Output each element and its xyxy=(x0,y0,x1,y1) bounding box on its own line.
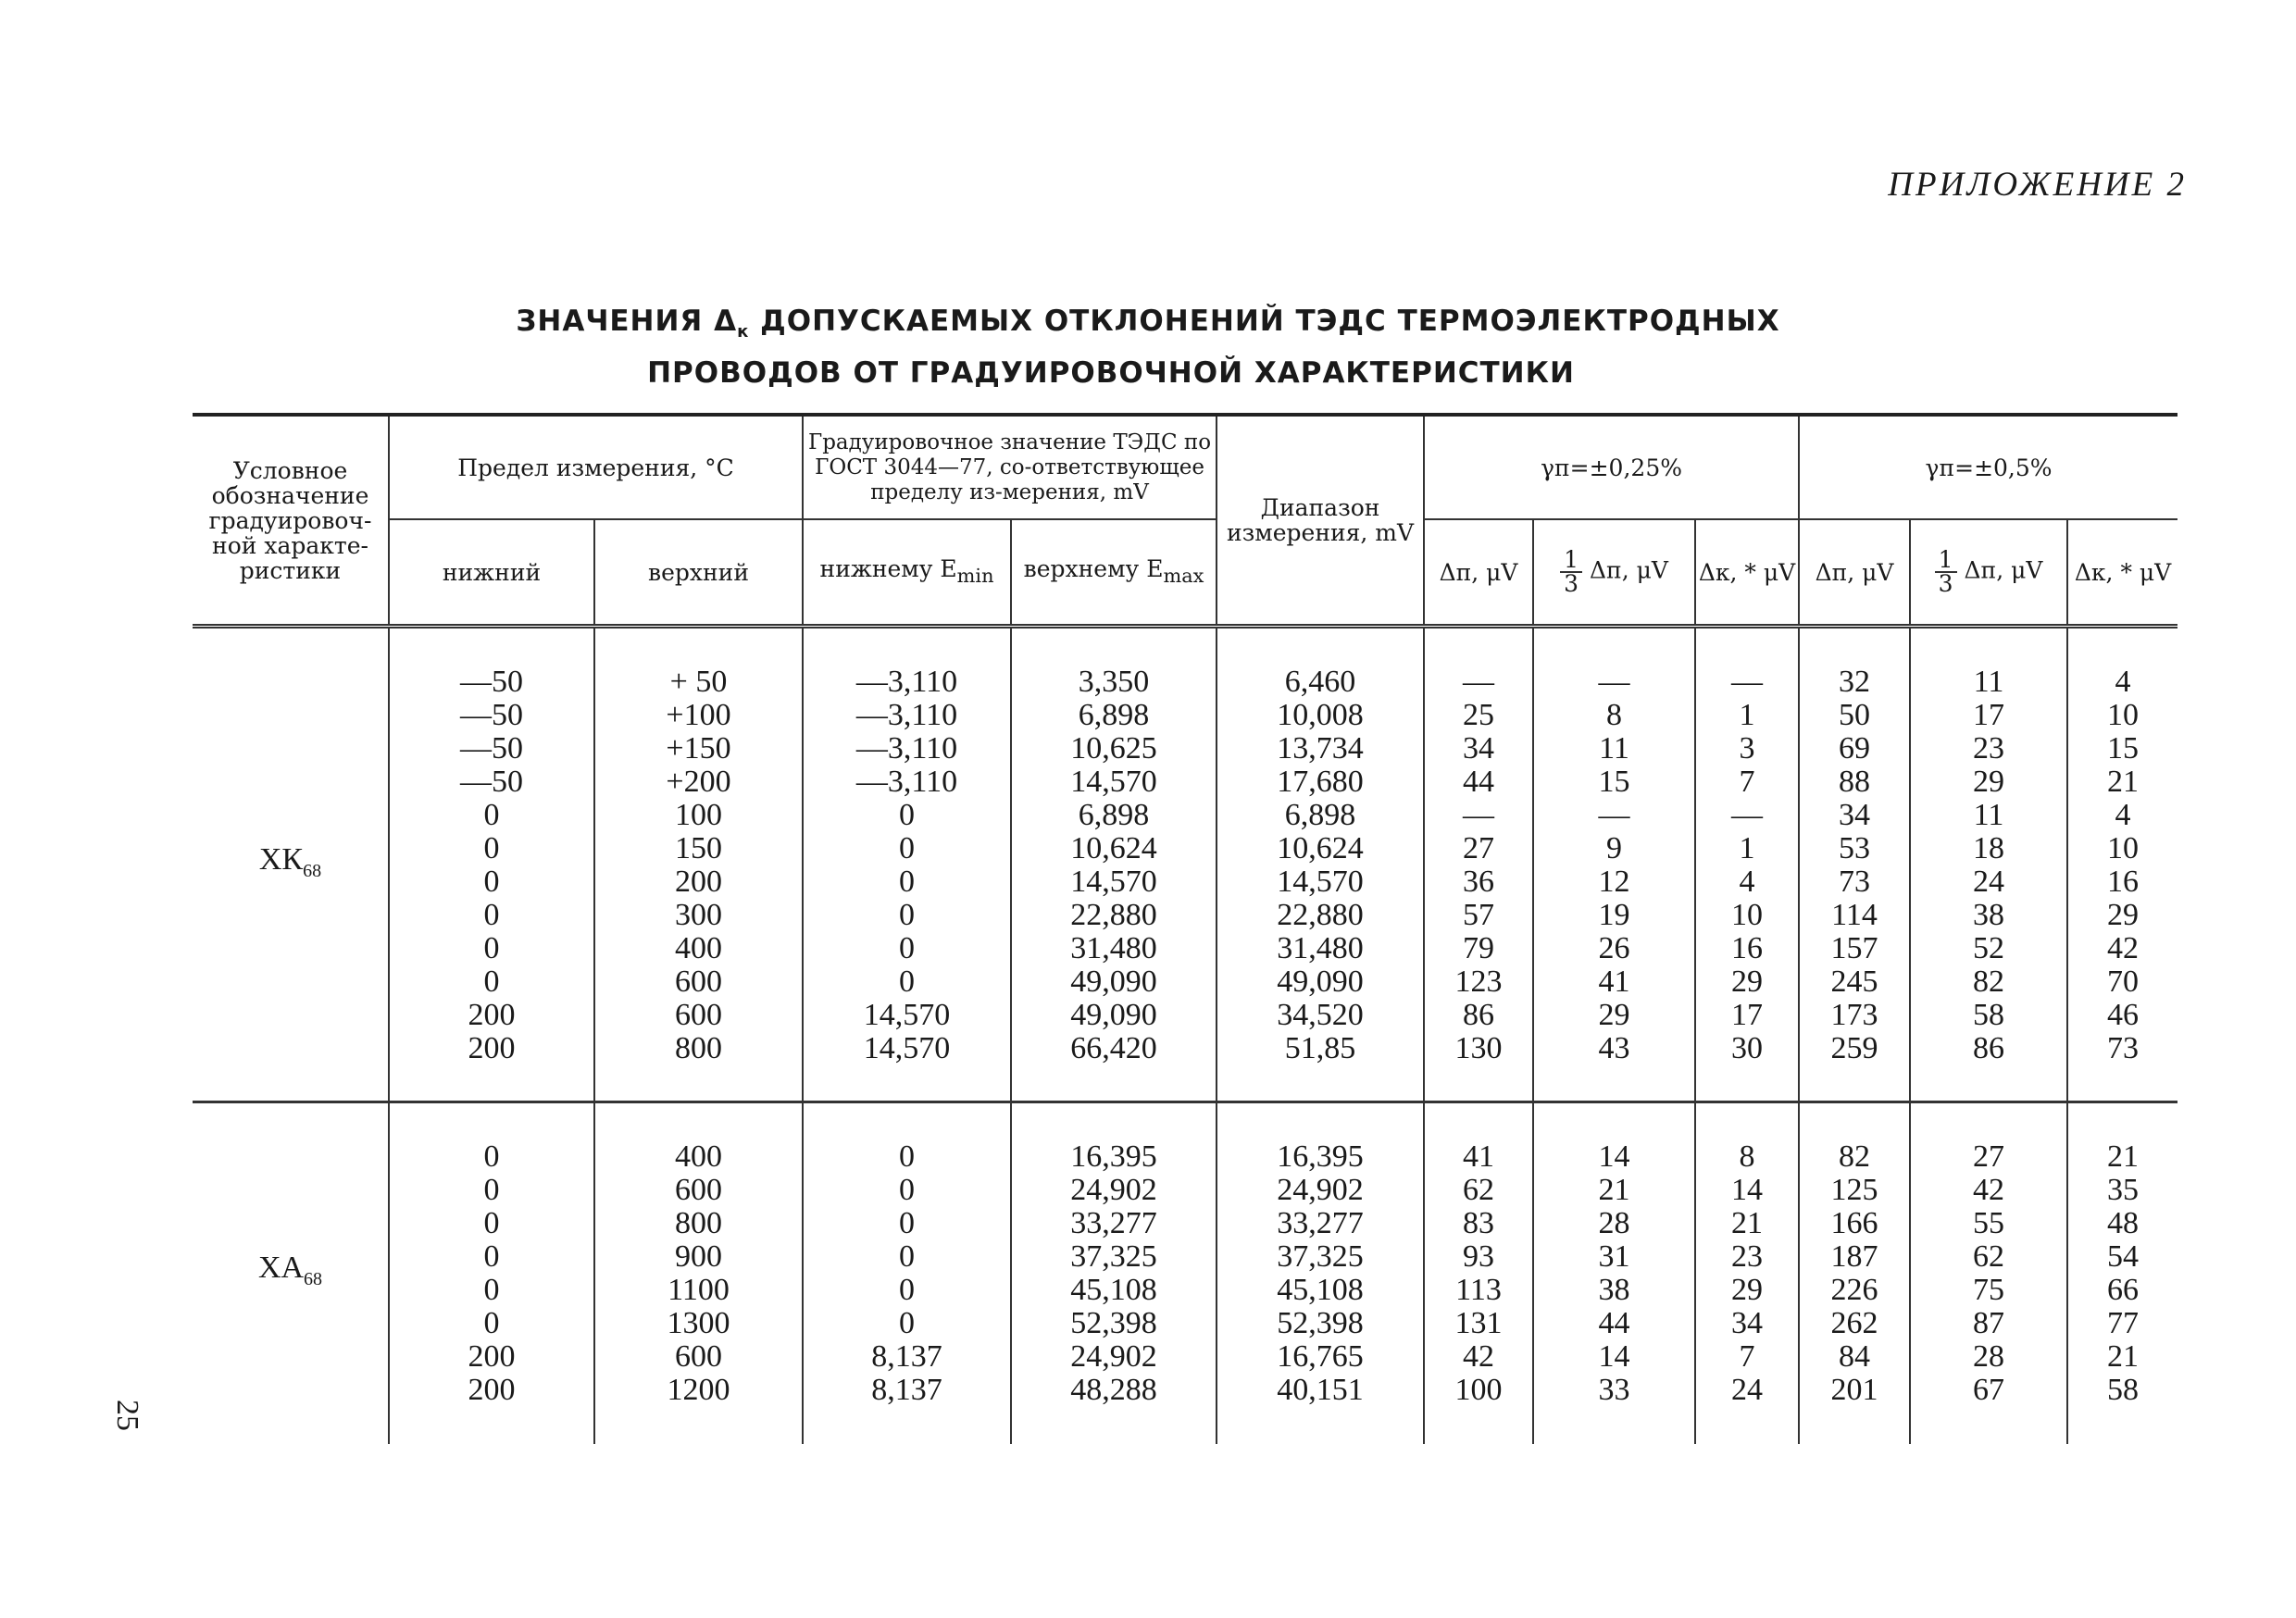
table-cell: 40,151 xyxy=(1277,1373,1364,1407)
table-cell: 79 xyxy=(1463,931,1495,965)
table-cell: 37,325 xyxy=(1277,1239,1364,1274)
table-cell: — xyxy=(1598,665,1630,699)
table-row-group-xk68 xyxy=(193,627,2177,1102)
table-cell: 29 xyxy=(1973,765,2005,799)
delta-p-2-column xyxy=(1799,627,1910,1102)
table-cell: 8 xyxy=(1739,1139,1755,1174)
table-cell: 201 xyxy=(1830,1373,1878,1407)
table-cell: 200 xyxy=(468,998,516,1032)
table-cell: 55 xyxy=(1973,1206,2005,1240)
table-cell: —50 xyxy=(460,698,523,732)
table-cell: 200 xyxy=(675,865,722,899)
table-cell: 8,137 xyxy=(871,1373,942,1407)
table-cell: 10,624 xyxy=(1277,831,1364,865)
table-cell: 6,460 xyxy=(1284,665,1356,699)
table-cell: 83 xyxy=(1463,1206,1495,1240)
table-cell: 100 xyxy=(1454,1373,1503,1407)
table-cell: 10,008 xyxy=(1277,698,1364,732)
header-delta-k-2: Δк, * μV xyxy=(2067,519,2177,627)
table-cell: 45,108 xyxy=(1070,1273,1157,1307)
header-delta-p-1: Δп, μV xyxy=(1424,519,1533,627)
table-cell: 33,277 xyxy=(1277,1206,1364,1240)
range-column xyxy=(1217,1102,1424,1445)
table-cell: 8,137 xyxy=(871,1339,942,1374)
table-row-group-xa68 xyxy=(193,1102,2177,1445)
table-cell: 200 xyxy=(468,1031,516,1065)
table-cell: 46 xyxy=(2107,998,2140,1032)
table-cell: 17 xyxy=(1973,698,2005,732)
header-gamma-05: γп=±0,5% xyxy=(1799,415,2177,519)
table-cell: 77 xyxy=(2107,1306,2140,1340)
table-cell: 86 xyxy=(1463,998,1495,1032)
table-cell: 10 xyxy=(2107,698,2140,732)
table-cell: 9 xyxy=(1606,831,1623,865)
table-cell: 70 xyxy=(2107,965,2140,999)
table-cell: 0 xyxy=(483,1273,500,1307)
table-cell: 16 xyxy=(1731,931,1764,965)
table-cell: — xyxy=(1598,798,1630,832)
table-cell: 300 xyxy=(675,898,722,932)
emin-column xyxy=(803,1102,1011,1445)
table-cell: 187 xyxy=(1830,1239,1878,1274)
table-cell: 21 xyxy=(2107,1339,2140,1374)
title-line-1: ЗНАЧЕНИЯ $\Delta_к$ ДОПУСКАЕМЫХ ОТКЛОНЕНИЙ ТЭДС ТЕРМОЭЛЕКТРОДНЫХ xyxy=(516,305,1780,342)
header-limit: Предел измерения, °С xyxy=(389,415,803,519)
delta-p-1-column xyxy=(1424,1102,1533,1445)
table-cell: 11 xyxy=(1973,665,2004,699)
emin-column xyxy=(803,627,1011,1102)
header-emf: Градуировочное значение ТЭДС по ГОСТ 3044—77, со-ответствующее пределу из-мерения, mV xyxy=(803,415,1217,519)
table-cell: 0 xyxy=(483,931,500,965)
table-cell: 43 xyxy=(1598,1031,1630,1065)
table-cell: 29 xyxy=(1731,965,1764,999)
table-cell: 24,902 xyxy=(1070,1339,1157,1374)
table-cell: 123 xyxy=(1454,965,1503,999)
table-cell: 200 xyxy=(468,1373,516,1407)
table-cell: 66,420 xyxy=(1070,1031,1157,1065)
table-cell: 24,902 xyxy=(1070,1173,1157,1207)
table-cell: 0 xyxy=(899,1273,916,1307)
table-cell: 1 xyxy=(1739,831,1755,865)
table-cell: 66 xyxy=(2107,1273,2140,1307)
table-cell: 62 xyxy=(1463,1173,1495,1207)
table-cell: +200 xyxy=(666,765,731,799)
third-delta-1-column xyxy=(1533,1102,1695,1445)
third-delta-1-column xyxy=(1533,627,1695,1102)
title-line-2: ПРОВОДОВ ОТ ГРАДУИРОВОЧНОЙ ХАРАКТЕРИСТИКИ xyxy=(647,356,1575,391)
table-cell: + 50 xyxy=(669,665,728,699)
table-cell: 88 xyxy=(1839,765,1871,799)
table-cell: 28 xyxy=(1973,1339,2005,1374)
table-cell: 0 xyxy=(483,1206,500,1240)
table-cell: 1300 xyxy=(667,1306,730,1340)
table-cell: 53 xyxy=(1839,831,1871,865)
table-cell: 125 xyxy=(1830,1173,1878,1207)
table-cell: 0 xyxy=(899,1206,916,1240)
table-cell: 14,570 xyxy=(1070,765,1157,799)
table-cell: 21 xyxy=(2107,765,2140,799)
table-cell: 34 xyxy=(1463,731,1495,765)
header-emax: верхнему $E_{max}$ xyxy=(1011,519,1217,627)
table-cell: 14 xyxy=(1598,1139,1630,1174)
table-cell: 0 xyxy=(483,1173,500,1207)
table-cell: 15 xyxy=(2107,731,2140,765)
header-delta-p-2: Δп, μV xyxy=(1799,519,1910,627)
table-cell: 400 xyxy=(675,931,722,965)
table-header xyxy=(193,415,2177,627)
table-cell: 0 xyxy=(483,1306,500,1340)
delta-k-2-column xyxy=(2067,627,2177,1102)
table-cell: 114 xyxy=(1831,898,1878,932)
table-cell: 600 xyxy=(675,1339,722,1374)
table-cell: 48 xyxy=(2107,1206,2140,1240)
table-cell: 0 xyxy=(899,931,916,965)
table-cell: 23 xyxy=(1973,731,2005,765)
table-cell: 7 xyxy=(1739,1339,1755,1374)
table-cell: 400 xyxy=(675,1139,722,1174)
table-cell: 130 xyxy=(1454,1031,1503,1065)
grade-cell: $ХА_{68}$ xyxy=(193,1102,389,1445)
table-cell: 52,398 xyxy=(1277,1306,1364,1340)
table-cell: 24 xyxy=(1973,865,2005,899)
table-cell: — xyxy=(1731,798,1764,832)
table-cell: — xyxy=(1463,798,1495,832)
table-cell: 12 xyxy=(1598,865,1630,899)
table-cell: 19 xyxy=(1598,898,1630,932)
table-cell: 16,395 xyxy=(1070,1139,1157,1174)
range-column xyxy=(1217,627,1424,1102)
table-cell: 52 xyxy=(1973,931,2005,965)
table-cell: 0 xyxy=(899,1173,916,1207)
table-cell: 34 xyxy=(1731,1306,1764,1340)
table-cell: 4 xyxy=(1739,865,1755,899)
delta-p-1-column xyxy=(1424,627,1533,1102)
table-cell: 29 xyxy=(1598,998,1630,1032)
table-cell: 14,570 xyxy=(1070,865,1157,899)
table-cell: 0 xyxy=(483,1139,500,1174)
table-cell: 26 xyxy=(1598,931,1630,965)
table-cell: 0 xyxy=(899,865,916,899)
table-cell: 262 xyxy=(1830,1306,1878,1340)
table-cell: 14 xyxy=(1731,1173,1764,1207)
table-cell: —50 xyxy=(460,731,523,765)
table-cell: 21 xyxy=(1598,1173,1630,1207)
table-cell: 15 xyxy=(1598,765,1630,799)
table-cell: 10 xyxy=(2107,831,2140,865)
table-cell: +150 xyxy=(666,731,731,765)
table-cell: 0 xyxy=(899,1139,916,1174)
table-cell: 800 xyxy=(675,1031,722,1065)
table-cell: 150 xyxy=(675,831,722,865)
table-cell: —50 xyxy=(460,665,523,699)
upper-limit-column xyxy=(594,627,803,1102)
table-cell: 44 xyxy=(1463,765,1495,799)
table-cell: 6,898 xyxy=(1078,798,1150,832)
header-limit-low: нижний xyxy=(389,519,594,627)
table-cell: 50 xyxy=(1839,698,1871,732)
table-cell: 37,325 xyxy=(1070,1239,1157,1274)
table-cell: 34 xyxy=(1839,798,1871,832)
header-delta-k-1: Δк, * μV xyxy=(1695,519,1799,627)
table-cell: 27 xyxy=(1463,831,1495,865)
table-cell: 32 xyxy=(1839,665,1871,699)
table-cell: —3,110 xyxy=(855,765,958,799)
header-range: Диапазон измерения, mV xyxy=(1217,415,1424,627)
table-cell: 600 xyxy=(675,998,722,1032)
table-cell: 30 xyxy=(1731,1031,1764,1065)
header-gamma-025: γп=±0,25% xyxy=(1424,415,1799,519)
table-cell: 84 xyxy=(1839,1339,1871,1374)
table-cell: 62 xyxy=(1973,1239,2005,1274)
table-cell: 0 xyxy=(899,831,916,865)
table-cell: 48,288 xyxy=(1070,1373,1157,1407)
appendix-label: ПРИЛОЖЕНИЕ 2 xyxy=(1888,166,2187,204)
table-cell: 45,108 xyxy=(1277,1273,1364,1307)
table-cell: 1 xyxy=(1739,698,1755,732)
table-cell: 0 xyxy=(899,798,916,832)
delta-k-1-column xyxy=(1695,627,1799,1102)
third-delta-2-column xyxy=(1910,627,2067,1102)
table-cell: 11 xyxy=(1599,731,1629,765)
table-cell: 13,734 xyxy=(1277,731,1364,765)
table-cell: +100 xyxy=(666,698,731,732)
table-cell: 29 xyxy=(2107,898,2140,932)
table-cell: 73 xyxy=(2107,1031,2140,1065)
table-cell: 69 xyxy=(1839,731,1871,765)
table-cell: 10 xyxy=(1731,898,1764,932)
table-cell: 10,624 xyxy=(1070,831,1157,865)
table-cell: 67 xyxy=(1973,1373,2005,1407)
table-cell: — xyxy=(1463,665,1495,699)
table-cell: 82 xyxy=(1839,1139,1871,1174)
grade-cell: $ХК_{68}$ xyxy=(258,842,322,881)
table-cell: 16,765 xyxy=(1277,1339,1364,1374)
table-cell: 600 xyxy=(675,965,722,999)
table-cell: 54 xyxy=(2107,1239,2140,1274)
header-grade: Условное обозначение градуировоч-ной характе-ристики xyxy=(193,415,389,627)
header-limit-high: верхний xyxy=(594,519,803,627)
table-cell: 17,680 xyxy=(1277,765,1364,799)
header-emin: нижнему $E_{min}$ xyxy=(803,519,1011,627)
table-cell: 14,570 xyxy=(863,1031,951,1065)
table-cell: 75 xyxy=(1973,1273,2005,1307)
table-cell: 4 xyxy=(2115,798,2131,832)
table-cell: 14 xyxy=(1598,1339,1630,1374)
table-cell: 87 xyxy=(1973,1306,2005,1340)
table-cell: 33 xyxy=(1598,1373,1630,1407)
table-cell: 31 xyxy=(1598,1239,1630,1274)
table-cell: 42 xyxy=(2107,931,2140,965)
table-cell: 226 xyxy=(1830,1273,1878,1307)
table-cell: 25 xyxy=(1463,698,1495,732)
table-cell: 0 xyxy=(483,1239,500,1274)
emax-column xyxy=(1011,1102,1217,1445)
table-cell: 200 xyxy=(468,1339,516,1374)
table-cell: 38 xyxy=(1973,898,2005,932)
table-cell: 259 xyxy=(1830,1031,1878,1065)
table-cell: 22,880 xyxy=(1277,898,1364,932)
deviation-table xyxy=(193,413,2177,1444)
table-cell: 28 xyxy=(1598,1206,1630,1240)
table-cell: 14,570 xyxy=(1277,865,1364,899)
table-cell: 34,520 xyxy=(1277,998,1364,1032)
table-cell: 0 xyxy=(899,1239,916,1274)
table-cell: 14,570 xyxy=(863,998,951,1032)
table-cell: 29 xyxy=(1731,1273,1764,1307)
table-cell: — xyxy=(1731,665,1764,699)
table-cell: 3,350 xyxy=(1078,665,1150,699)
table-cell: 1200 xyxy=(667,1373,730,1407)
table-cell: 24 xyxy=(1731,1373,1764,1407)
table-cell: 44 xyxy=(1598,1306,1630,1340)
delta-k-2-column xyxy=(2067,1102,2177,1445)
delta-p-2-column xyxy=(1799,1102,1910,1445)
upper-limit-column xyxy=(594,1102,803,1445)
table-cell: 0 xyxy=(483,965,500,999)
table-cell: 52,398 xyxy=(1070,1306,1157,1340)
table-cell: 157 xyxy=(1830,931,1878,965)
table-cell: 11 xyxy=(1973,798,2004,832)
lower-limit-column xyxy=(389,627,594,1102)
table-body xyxy=(193,627,2177,1445)
table-cell: 6,898 xyxy=(1284,798,1356,832)
table-cell: 35 xyxy=(2107,1173,2140,1207)
table-cell: —3,110 xyxy=(855,698,958,732)
table-cell: 166 xyxy=(1830,1206,1878,1240)
table-cell: 18 xyxy=(1973,831,2005,865)
table-cell: 93 xyxy=(1463,1239,1495,1274)
table-cell: 800 xyxy=(675,1206,722,1240)
table-cell: 49,090 xyxy=(1277,965,1364,999)
page-number: 25 xyxy=(110,1400,144,1431)
table-cell: 23 xyxy=(1731,1239,1764,1274)
table-cell: 51,85 xyxy=(1284,1031,1356,1065)
page-title xyxy=(0,301,2296,394)
table-cell: 1100 xyxy=(668,1273,730,1307)
table-cell: 173 xyxy=(1830,998,1878,1032)
table-cell: 0 xyxy=(899,898,916,932)
table-cell: 86 xyxy=(1973,1031,2005,1065)
table-cell: 58 xyxy=(1973,998,2005,1032)
table-cell: 42 xyxy=(1973,1173,2005,1207)
table-cell: 900 xyxy=(675,1239,722,1274)
table-cell: 41 xyxy=(1463,1139,1495,1174)
table-cell: 0 xyxy=(483,865,500,899)
table-cell: 0 xyxy=(483,798,500,832)
emax-column xyxy=(1011,627,1217,1102)
table-cell: 600 xyxy=(675,1173,722,1207)
third-delta-2-column xyxy=(1910,1102,2067,1445)
table-cell: 82 xyxy=(1973,965,2005,999)
table-cell: 8 xyxy=(1606,698,1623,732)
table-cell: 0 xyxy=(483,898,500,932)
lower-limit-column xyxy=(389,1102,594,1445)
table-cell: 6,898 xyxy=(1078,698,1150,732)
table-cell: 7 xyxy=(1739,765,1755,799)
table-cell: 113 xyxy=(1455,1273,1502,1307)
table-cell: 36 xyxy=(1463,865,1495,899)
table-cell: 21 xyxy=(1731,1206,1764,1240)
header-third-delta-2: $\frac{1}{3}$ Δп, μV xyxy=(1910,519,2067,627)
table-cell: 245 xyxy=(1830,965,1878,999)
table-cell: 0 xyxy=(899,965,916,999)
delta-k-1-column xyxy=(1695,1102,1799,1445)
table-cell: 16 xyxy=(2107,865,2140,899)
table-cell: 4 xyxy=(2115,665,2131,699)
table-cell: 57 xyxy=(1463,898,1495,932)
table-cell: 38 xyxy=(1598,1273,1630,1307)
table-cell: 42 xyxy=(1463,1339,1495,1374)
table-cell: 73 xyxy=(1839,865,1871,899)
table-cell: 31,480 xyxy=(1070,931,1157,965)
table-cell: 22,880 xyxy=(1070,898,1157,932)
table-cell: —3,110 xyxy=(855,665,958,699)
table-cell: 41 xyxy=(1598,965,1630,999)
table-cell: 24,902 xyxy=(1277,1173,1364,1207)
table-cell: 10,625 xyxy=(1070,731,1157,765)
table-cell: 100 xyxy=(675,798,722,832)
table-cell: 21 xyxy=(2107,1139,2140,1174)
table-cell: 31,480 xyxy=(1277,931,1364,965)
table-cell: 33,277 xyxy=(1070,1206,1157,1240)
table-cell: 17 xyxy=(1731,998,1764,1032)
header-third-delta-1: $\frac{1}{3}$ Δп, μV xyxy=(1533,519,1695,627)
table-cell: —50 xyxy=(460,765,523,799)
table-cell: 27 xyxy=(1973,1139,2005,1174)
table-cell: 131 xyxy=(1454,1306,1503,1340)
table-cell: 3 xyxy=(1739,731,1755,765)
table-cell: 58 xyxy=(2107,1373,2140,1407)
table-cell: 0 xyxy=(483,831,500,865)
table-cell: —3,110 xyxy=(855,731,958,765)
table-cell: 49,090 xyxy=(1070,998,1157,1032)
table-cell: 16,395 xyxy=(1277,1139,1364,1174)
table-cell: 49,090 xyxy=(1070,965,1157,999)
table-cell: 0 xyxy=(899,1306,916,1340)
